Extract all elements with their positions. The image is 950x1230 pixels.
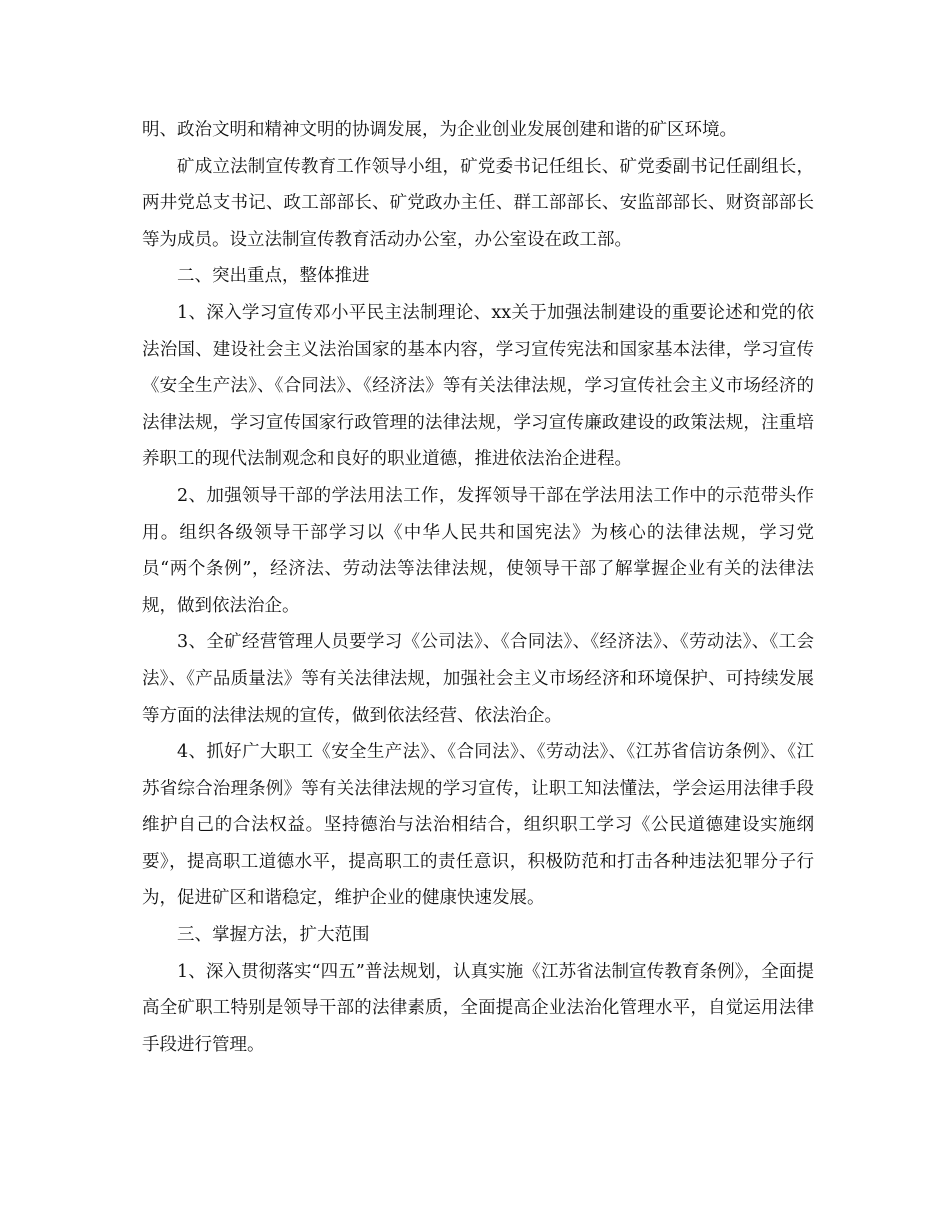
document-body (142, 112, 814, 1063)
paragraph-leadership-group: 矿成立法制宣传教育工作领导小组，矿党委书记任组长、矿党委副书记任副组长，两井党总支书记、政工部部长、矿党政办主任、群工部部长、安监部部长、财资部部长等为成员。设立法制宣传教育活动办公室，办公室设在政工部。 (142, 156, 814, 250)
paragraph-item-3: 3、全矿经营管理人员要学习《公司法》、《合同法》、《经济法》、《劳动法》、《工会法》、《产品质量法》等有关法律法规，加强社会主义市场经济和环境保护、可持续发展等方面的法律法规的宣传，做到依法经营、依法治企。 (142, 632, 814, 726)
paragraph-item-1: 1、深入学习宣传邓小平民主法制理论、xx关于加强法制建设的重要论述和党的依法治国、建设社会主义法治国家的基本内容，学习宣传宪法和国家基本法律，学习宣传《安全生产法》、《合同法》、《经济法》等有关法律法规，学习宣传社会主义市场经济的法律法规，学习宣传国家行政管理的法律法规，学习宣传廉政建设的政策法规，注重培养职工的现代法制观念和良好的职业道德，推进依法治企进程。 (142, 302, 814, 470)
section-heading-3: 三、掌握方法，扩大范围 (177, 925, 370, 946)
section-heading-2: 二、突出重点，整体推进 (177, 266, 370, 287)
paragraph-section3-item-1: 1、深入贯彻落实“四五”普法规划，认真实施《江苏省法制宣传教育条例》，全面提高全矿职工特别是领导干部的法律素质，全面提高企业法治化管理水平，自觉运用法律手段进行管理。 (142, 961, 814, 1055)
paragraph-continuation: 明、政治文明和精神文明的协调发展，为企业创业发展创建和谐的矿区环境。 (142, 120, 737, 140)
paragraph-item-2: 2、加强领导干部的学法用法工作，发挥领导干部在学法用法工作中的示范带头作用。组织各级领导干部学习以《中华人民共和国宪法》为核心的法律法规，学习党员“两个条例”，经济法、劳动法等法律法规，使领导干部了解掌握企业有关的法律法规，做到依法治企。 (142, 485, 814, 616)
paragraph-item-4: 4、抓好广大职工《安全生产法》、《合同法》、《劳动法》、《江苏省信访条例》、《江苏省综合治理条例》等有关法律法规的学习宣传，让职工知法懂法，学会运用法律手段维护自己的合法权益。坚持德治与法治相结合，组织职工学习《公民道德建设实施纲要》，提高职工道德水平，提高职工的责任意识，积极防范和打击各种违法犯罪分子行为，促进矿区和谐稳定，维护企业的健康快速发展。 (142, 742, 814, 909)
